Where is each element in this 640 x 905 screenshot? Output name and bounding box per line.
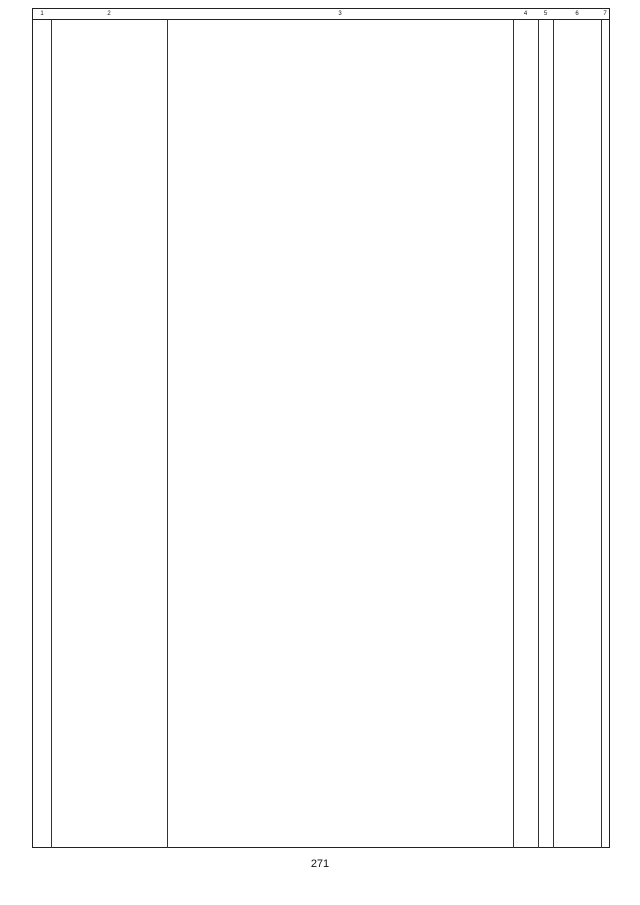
column-divider <box>51 20 52 848</box>
column-divider <box>553 20 554 848</box>
column-divider <box>167 20 168 848</box>
column-number-6: 6 <box>575 11 579 17</box>
page-number: 271 <box>310 858 330 870</box>
table-body <box>33 20 609 848</box>
column-divider <box>538 20 539 848</box>
register-table <box>32 8 610 848</box>
column-number-4: 4 <box>523 11 528 17</box>
column-number-1: 1 <box>40 11 44 17</box>
column-number-2: 2 <box>107 11 111 17</box>
column-number-5: 5 <box>543 11 548 17</box>
column-number-3: 3 <box>338 11 342 17</box>
table-header-row <box>33 9 609 20</box>
column-divider <box>513 20 514 848</box>
column-number-7: 7 <box>603 11 607 17</box>
column-divider <box>601 20 602 848</box>
